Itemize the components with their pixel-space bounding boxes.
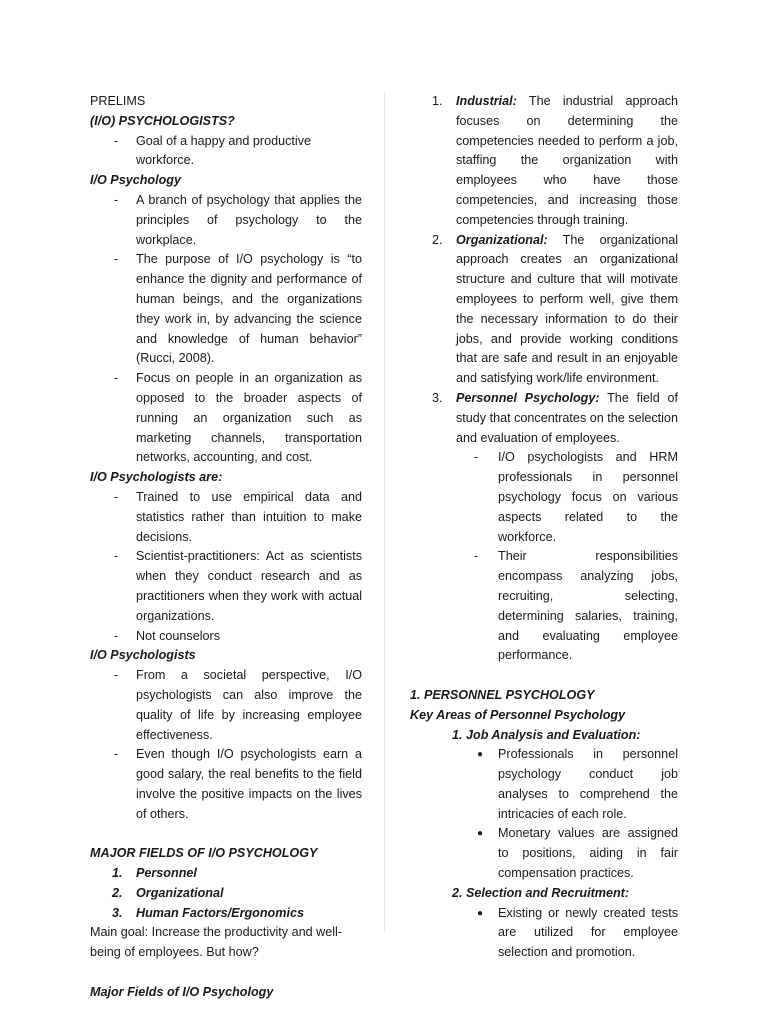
psychologists-item	[90, 745, 362, 824]
list-number: 3.	[432, 390, 443, 405]
list-number: 3.	[112, 905, 123, 920]
io-psychologists-are-heading: I/O Psychologists are:	[90, 470, 223, 485]
item-text: Trained to use empirical data and statistics rather than intuition to make decisions.	[136, 489, 362, 544]
list-number: 2.	[112, 885, 123, 900]
bullet-marker: ●	[477, 828, 484, 840]
item-text: Focus on people in an organization as opposed to the broader aspects of running an organization such as marketing channels, transportation networks, accounting, and cost.	[136, 371, 362, 465]
major-fields-heading: MAJOR FIELDS OF I/O PSYCHOLOGY	[90, 846, 318, 861]
goal-item	[90, 132, 362, 172]
dash-marker: -	[114, 747, 119, 762]
selection-recruitment-heading: 2. Selection and Recruitment:	[452, 885, 630, 900]
approach-item-industrial	[410, 92, 678, 231]
dash-marker: -	[114, 133, 119, 148]
prelims-label: PRELIMS	[90, 94, 146, 108]
job-analysis-item	[410, 824, 678, 883]
approach-term: Industrial:	[456, 94, 517, 108]
dash-marker: -	[114, 628, 119, 643]
dash-marker: -	[474, 450, 479, 465]
io-psychology-heading: I/O Psychology	[90, 173, 181, 188]
dash-marker: -	[114, 192, 119, 207]
approach-text: The field of study that concentrates on the selection and evaluation of employees.	[456, 390, 678, 445]
approach-item-personnel	[410, 389, 678, 448]
dash-marker: -	[114, 549, 119, 564]
personnel-subitem	[410, 448, 678, 547]
dash-marker: -	[114, 668, 119, 683]
psychologists-item	[90, 666, 362, 745]
item-text: Scientist-practitioners: Act as scientists when they conduct research and as practitioners when they work with actual organizations.	[136, 549, 362, 623]
item-text: Not counselors	[136, 628, 220, 643]
right-column	[410, 92, 678, 963]
item-text: Monetary values are assigned to positions, aiding in fair compensation practices.	[498, 826, 678, 881]
major-field-item	[90, 864, 362, 884]
personnel-psychology-section-heading: 1. PERSONNEL PSYCHOLOGY	[410, 687, 595, 702]
psychologists-are-item	[90, 547, 362, 626]
item-text: Even though I/O psychologists earn a good salary, the real benefits to the field involve the positive impacts on the lives of others.	[136, 747, 362, 821]
major-fields-subheading: Major Fields of I/O Psychology	[90, 984, 274, 999]
psychologists-are-item	[90, 627, 362, 647]
spacer	[90, 824, 362, 844]
key-areas-heading: Key Areas of Personnel Psychology	[410, 707, 626, 722]
list-number: 2.	[432, 232, 443, 247]
main-goal-text: Main goal: Increase the productivity and well-being of employees. But how?	[90, 925, 343, 960]
item-text: I/O psychologists and HRM professionals in personnel psychology focus on various aspects related to the workforce.	[498, 450, 678, 544]
io-psychologists-question-heading: (I/O) PSYCHOLOGISTS?	[90, 113, 235, 128]
item-text: Organizational	[136, 885, 224, 900]
item-text: Personnel	[136, 866, 197, 881]
list-number: 1.	[432, 94, 443, 108]
item-text: A branch of psychology that applies the principles of psychology to the workplace.	[136, 192, 362, 247]
dash-marker: -	[114, 252, 119, 267]
approach-term: Organizational:	[456, 232, 548, 247]
goal-text: Goal of a happy and productive workforce.	[136, 133, 312, 168]
item-text: The purpose of I/O psychology is “to enhance the dignity and performance of human beings, and the organizations they work in, by advancing the science and knowledge of human behavior” (Rucci, 2008).	[136, 252, 362, 366]
item-text: From a societal perspective, I/O psychologists can also improve the quality of life by increasing employee effectiveness.	[136, 668, 362, 742]
dash-marker: -	[114, 489, 119, 504]
job-analysis-heading: 1. Job Analysis and Evaluation:	[452, 727, 641, 742]
dash-marker: -	[474, 549, 479, 564]
io-psychology-item	[90, 191, 362, 250]
item-text: Existing or newly created tests are utilized for employee selection and promotion.	[498, 905, 678, 960]
approach-term: Personnel Psychology:	[456, 390, 600, 405]
personnel-subitem	[410, 547, 678, 666]
approach-text: The organizational approach creates an organizational structure and culture that will motivate employees to perform well, give them the necessary information to do their jobs, and provide working conditions that are safe and result in an enjoyable and satisfying work/life environment.	[456, 232, 678, 386]
list-number: 1.	[112, 866, 123, 881]
major-field-item	[90, 904, 362, 924]
spacer	[90, 963, 362, 983]
approach-text: The industrial approach focuses on determining the competencies needed to perform a job, staffing the organization with employees who have those competencies, and increasing those competencies through training.	[456, 94, 678, 227]
major-field-item	[90, 884, 362, 904]
bullet-marker: ●	[477, 907, 484, 919]
job-analysis-item	[410, 745, 678, 824]
psychologists-are-item	[90, 488, 362, 547]
io-psychologists-heading: I/O Psychologists	[90, 648, 196, 663]
io-psychology-item	[90, 369, 362, 468]
io-psychology-item	[90, 250, 362, 369]
item-text: Their responsibilities encompass analyzing jobs, recruiting, selecting, determining salaries, training, and evaluating employee performance.	[498, 549, 678, 663]
column-divider	[384, 92, 385, 932]
spacer	[410, 666, 678, 686]
approach-item-organizational	[410, 231, 678, 389]
bullet-marker: ●	[477, 749, 484, 761]
item-text: Human Factors/Ergonomics	[136, 905, 304, 920]
selection-item	[410, 904, 678, 963]
left-column	[90, 92, 362, 1003]
dash-marker: -	[114, 371, 119, 386]
item-text: Professionals in personnel psychology conduct job analyses to comprehend the intricacies of each role.	[498, 747, 678, 821]
